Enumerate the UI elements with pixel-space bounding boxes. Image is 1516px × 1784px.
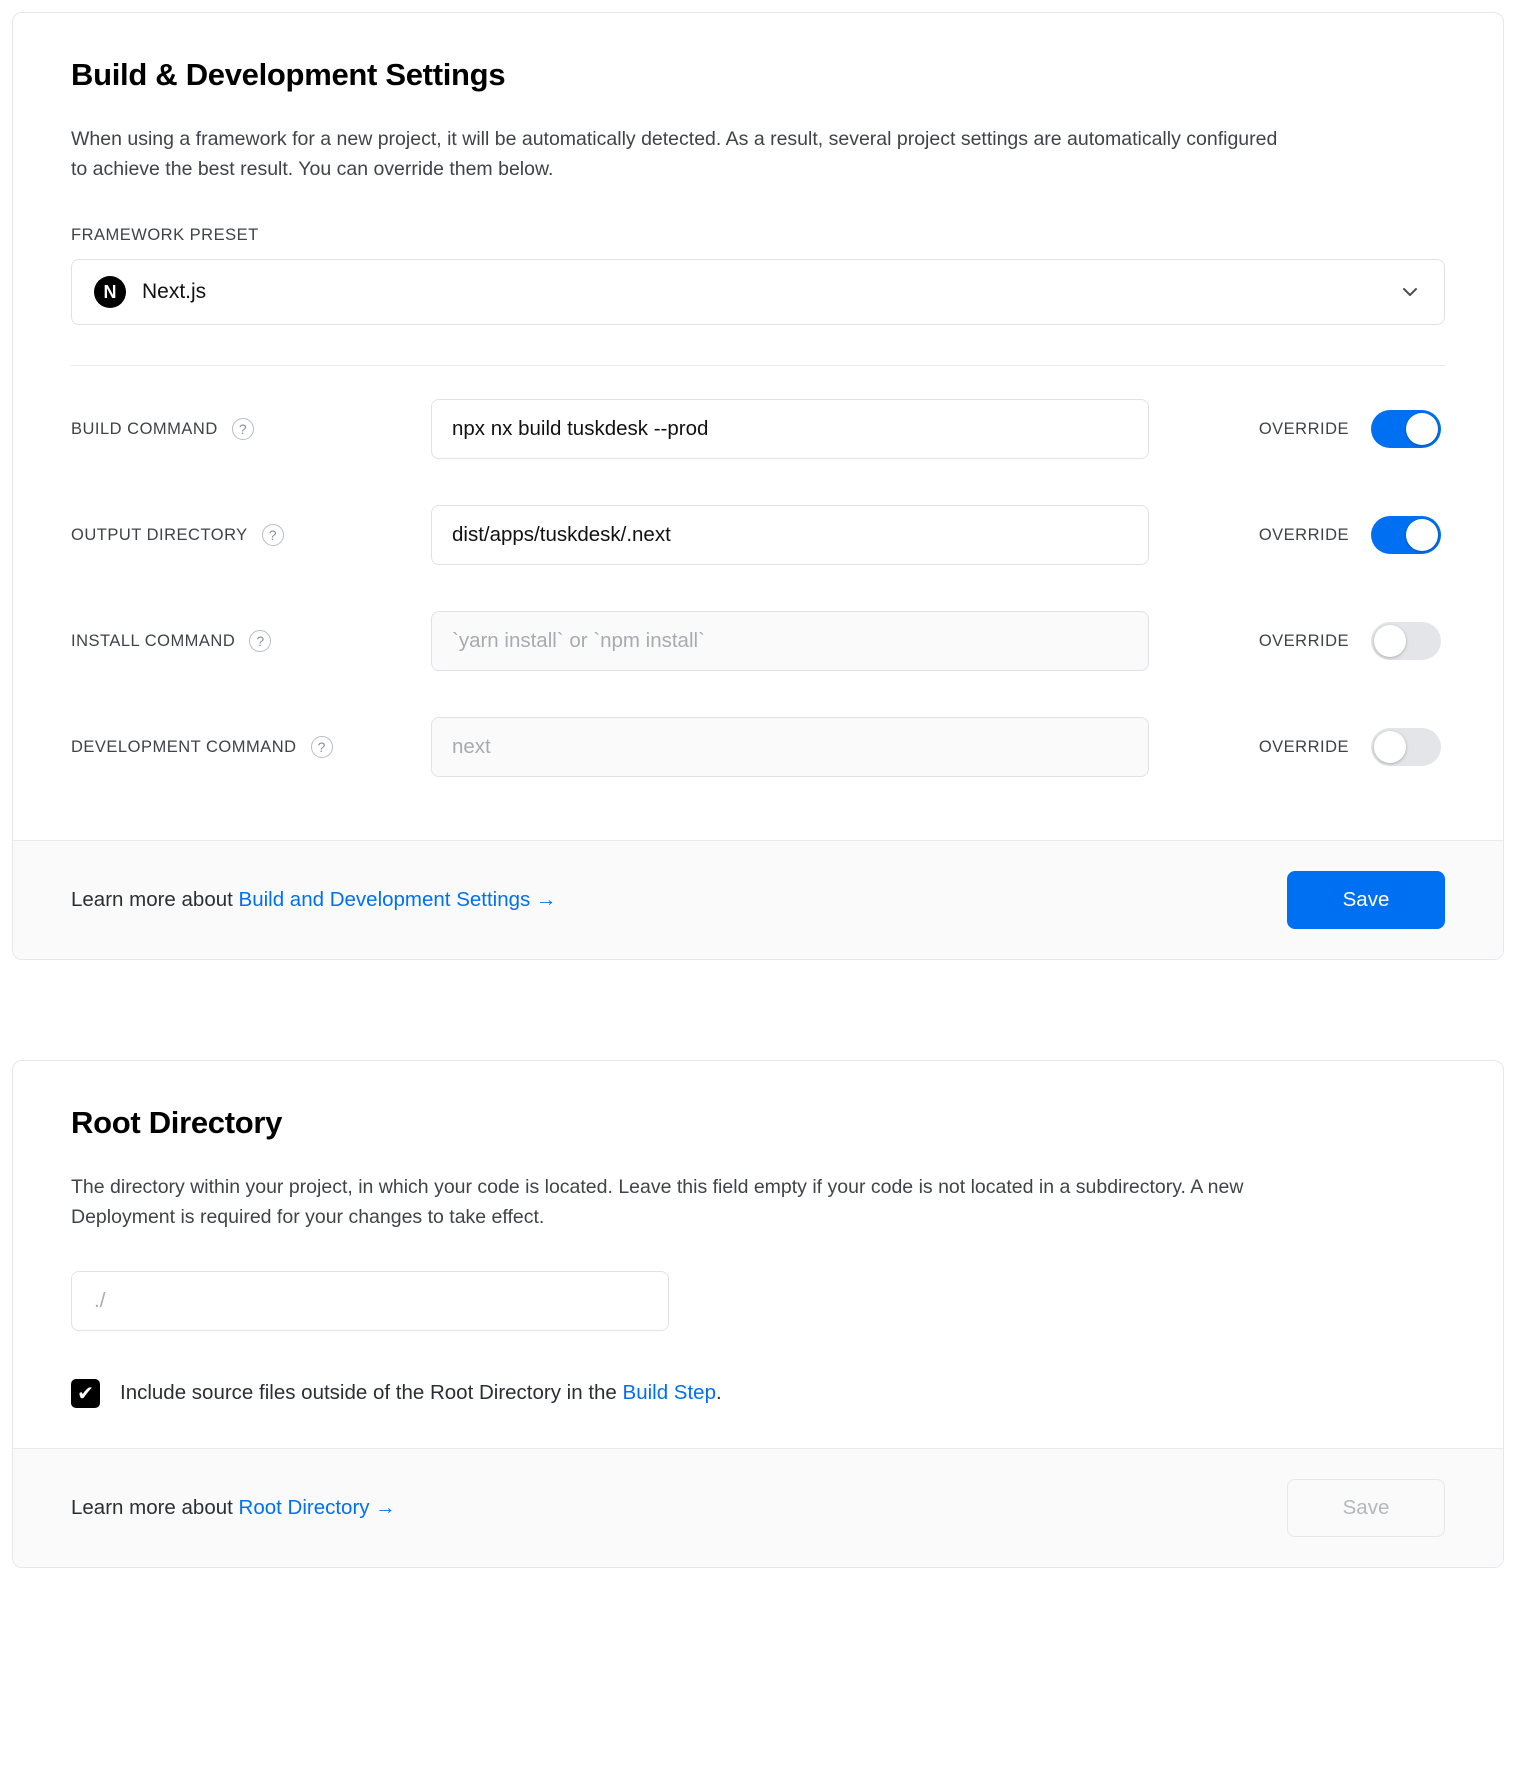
override-label-development-command: OVERRIDE <box>1258 737 1349 756</box>
build-command-label: BUILD COMMAND <box>71 419 218 438</box>
checkbox-text-before: Include source files outside of the Root Directory in the <box>120 1381 623 1404</box>
development-command-override-group <box>1149 728 1445 766</box>
framework-preset-label: FRAMEWORK PRESET <box>71 226 259 245</box>
build-step-link[interactable]: Build Step <box>622 1381 716 1404</box>
help-icon[interactable]: ? <box>262 524 284 546</box>
help-icon[interactable]: ? <box>232 418 254 440</box>
root-card-body <box>13 1061 1503 1447</box>
toggle-knob <box>1406 519 1438 551</box>
divider <box>71 365 1445 366</box>
output-directory-input[interactable] <box>431 505 1149 565</box>
output-directory-label: OUTPUT DIRECTORY <box>71 525 248 544</box>
help-icon[interactable]: ? <box>311 736 333 758</box>
row-label-development-command <box>71 736 431 758</box>
root-directory-title: Root Directory <box>71 1105 283 1141</box>
include-source-files-checkbox[interactable]: ✔ <box>71 1379 100 1408</box>
build-development-settings-card <box>12 12 1504 960</box>
override-toggle-install-command[interactable] <box>1371 622 1441 660</box>
save-button-root[interactable]: Save <box>1287 1479 1445 1537</box>
include-source-files-label <box>120 1381 722 1405</box>
install-command-label: INSTALL COMMAND <box>71 631 236 650</box>
chevron-down-icon <box>1398 280 1422 304</box>
row-label-install-command <box>71 630 431 652</box>
row-development-command <box>71 694 1445 800</box>
override-rows <box>71 376 1445 800</box>
root-directory-link[interactable]: Root Directory → <box>238 1495 396 1519</box>
override-label-build-command: OVERRIDE <box>1258 419 1349 438</box>
root-directory-card <box>12 1060 1504 1567</box>
override-label-output-directory: OVERRIDE <box>1258 525 1349 544</box>
build-card-footer <box>13 840 1503 959</box>
build-and-development-settings-link[interactable]: Build and Development Settings → <box>238 888 557 912</box>
framework-preset-select[interactable] <box>71 259 1445 325</box>
checkbox-text-after: . <box>715 1381 722 1404</box>
framework-preset-value: Next.js <box>142 280 207 304</box>
override-toggle-build-command[interactable] <box>1371 410 1441 448</box>
toggle-knob <box>1374 731 1406 763</box>
row-label-output-directory <box>71 524 431 546</box>
override-toggle-development-command[interactable] <box>1371 728 1441 766</box>
root-footer-prefix: Learn more about <box>71 1495 239 1519</box>
build-command-override-group <box>1149 410 1445 448</box>
override-toggle-output-directory[interactable] <box>1371 516 1441 554</box>
help-icon[interactable]: ? <box>249 630 271 652</box>
install-command-input-wrap <box>431 611 1149 671</box>
toggle-knob <box>1406 413 1438 445</box>
output-directory-input-wrap <box>431 505 1149 565</box>
output-directory-override-group <box>1149 516 1445 554</box>
toggle-knob <box>1374 625 1406 657</box>
row-output-directory <box>71 482 1445 588</box>
page-title: Build & Development Settings <box>71 57 506 92</box>
build-footer-prefix: Learn more about <box>71 888 239 912</box>
development-command-label: DEVELOPMENT COMMAND <box>71 737 297 756</box>
development-command-input[interactable] <box>431 717 1149 777</box>
build-footer-text <box>71 888 556 912</box>
root-directory-input-wrap <box>71 1271 669 1331</box>
root-footer-text <box>71 1496 396 1520</box>
include-source-files-row <box>71 1379 1445 1408</box>
development-command-input-wrap <box>431 717 1149 777</box>
build-card-description: When using a framework for a new project, it will be automatically detected. As a result, several project settings are automatically configured to achieve the best result. You can override them below. <box>71 128 1278 180</box>
root-card-footer <box>13 1448 1503 1567</box>
row-install-command <box>71 588 1445 694</box>
build-command-input-wrap <box>431 399 1149 459</box>
save-button-build[interactable]: Save <box>1287 871 1445 929</box>
build-command-input[interactable] <box>431 399 1149 459</box>
install-command-input[interactable] <box>431 611 1149 671</box>
row-build-command <box>71 376 1445 482</box>
row-label-build-command <box>71 418 431 440</box>
root-directory-description: The directory within your project, in which your code is located. Leave this field empty if your code is not located in a subdirectory. A new Deployment is required for your changes to take effect. <box>71 1176 1244 1228</box>
install-command-override-group <box>1149 622 1445 660</box>
nextjs-logo-icon: N <box>94 276 126 308</box>
build-card-body <box>13 13 1503 840</box>
root-directory-input[interactable] <box>71 1271 669 1331</box>
override-label-install-command: OVERRIDE <box>1258 631 1349 650</box>
